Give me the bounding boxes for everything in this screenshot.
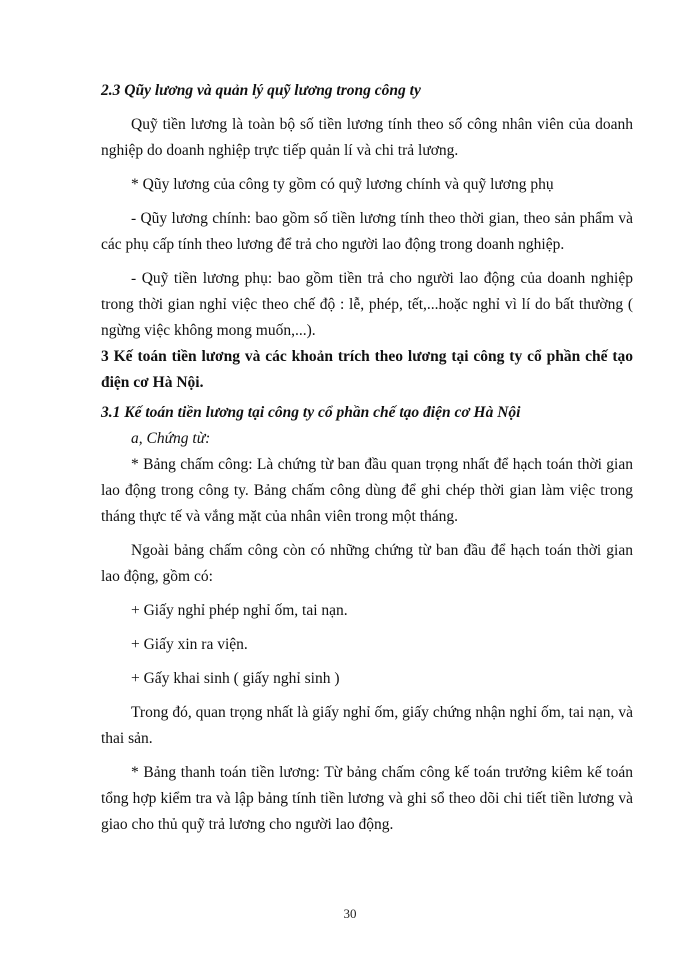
list-item-discharge: + Giấy xin ra viện. <box>131 636 248 653</box>
paragraph-main-fund: - Qũy lương chính: bao gồm số tiền lương tính theo thời gian, theo sản phẩm và các phụ cấp tính theo lương để trả cho người lao động trong doanh nghiệp. <box>101 210 633 253</box>
page-content <box>101 78 633 838</box>
section-heading-2-3: 2.3 Qũy lương và quản lý quỹ lương trong công ty <box>101 82 421 99</box>
paragraph-payroll-sheet: * Bảng thanh toán tiền lương: Từ bảng chấm công kế toán trưởng kiêm kế toán tổng hợp kiểm tra và lập bảng tính tiền lương và ghi sổ theo dõi chi tiết tiền lương và giao cho thủ quỹ trả lương cho người lao động. <box>101 764 633 833</box>
paragraph-most-important: Trong đó, quan trọng nhất là giấy nghỉ ốm, giấy chứng nhận nghỉ ốm, tai nạn, và thai sản. <box>101 704 633 747</box>
paragraph-other-documents: Ngoài bảng chấm công còn có những chứng từ ban đầu để hạch toán thời gian lao động, gồm có: <box>101 542 633 585</box>
paragraph-timesheet: * Bảng chấm công: Là chứng từ ban đầu quan trọng nhất để hạch toán thời gian lao động trong công ty. Bảng chấm công dùng để ghi chép thời gian làm việc trong tháng thực tế và vắng mặt của nhân viên trong một tháng. <box>101 456 633 525</box>
section-heading-3: 3 Kế toán tiền lương và các khoản trích theo lương tại công ty cổ phần chế tạo điện cơ Hà Nội. <box>101 348 633 391</box>
paragraph-fund-composition: * Qũy lương của công ty gồm có quỹ lương chính và quỹ lương phụ <box>131 176 554 193</box>
subsection-label-a: a, Chứng từ: <box>131 430 211 447</box>
list-item-sick-leave: + Giấy nghỉ phép nghỉ ốm, tai nạn. <box>131 602 348 619</box>
paragraph-sub-fund: - Quỹ tiền lương phụ: bao gồm tiền trả cho người lao động của doanh nghiệp trong thời gian nghỉ việc theo chế độ : lễ, phép, tết,...hoặc nghỉ vì lí do bất thường ( ngừng việc không mong muốn,...). <box>101 270 633 339</box>
page-number: 30 <box>343 906 357 921</box>
list-item-birth-certificate: + Gấy khai sinh ( giấy nghỉ sinh ) <box>131 670 340 687</box>
section-heading-3-1: 3.1 Kế toán tiền lương tại công ty cổ phần chế tạo điện cơ Hà Nội <box>101 404 521 421</box>
paragraph-salary-fund-definition: Quỹ tiền lương là toàn bộ số tiền lương tính theo số công nhân viên của doanh nghiệp do doanh nghiệp trực tiếp quản lí và chi trả lương. <box>101 116 633 159</box>
